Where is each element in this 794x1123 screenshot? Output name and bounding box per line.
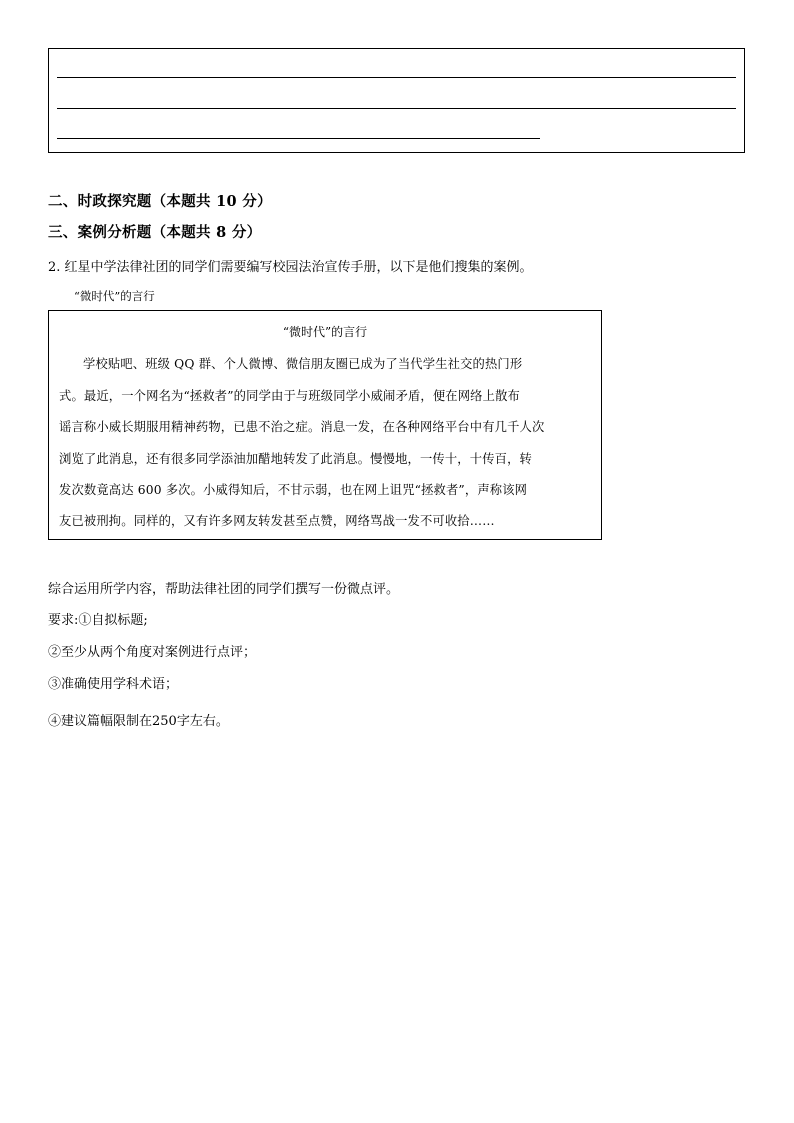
material-line: 友已被刑拘。同样的，又有许多网友转发甚至点赞，网络骂战一发不可收拾……: [59, 514, 495, 528]
answer-line: [57, 77, 736, 78]
material-caption: “微时代”的言行: [74, 289, 155, 303]
material-line: 谣言称小威长期服用精神药物，已患不治之症。消息一发，在各种网络平台中有几千人次: [59, 420, 545, 434]
answer-box: [48, 48, 745, 153]
material-title: “微时代”的言行: [282, 325, 368, 339]
material-line: 式。最近，一个网名为“拯救者”的同学由于与班级同学小威闹矛盾，便在网络上散布: [59, 389, 520, 403]
requirement-2: ②至少从两个角度对案例进行点评；: [48, 645, 257, 660]
answer-line: [57, 108, 736, 109]
task-instruction: 综合运用所学内容，帮助法律社团的同学们撰写一份微点评。: [48, 582, 400, 597]
answer-line: [57, 138, 540, 139]
material-line: 发次数竟高达 600 多次。小威得知后，不甘示弱，也在网上诅咒“拯救者”，声称该网: [59, 483, 528, 497]
requirement-4: ④建议篇幅限制在250字左右。: [48, 714, 229, 729]
requirement-3: ③准确使用学科术语；: [48, 677, 179, 692]
question-stem: 2. 红星中学法律社团的同学们需要编写校园法治宣传手册，以下是他们搜集的案例。: [48, 260, 533, 275]
material-box: [48, 310, 602, 540]
requirement-1: 要求:①自拟标题;: [48, 613, 148, 628]
material-line: 浏览了此消息，还有很多同学添油加醋地转发了此消息。慢慢地，一传十，十传百，转: [59, 452, 532, 466]
section-2-heading: 二、时政探究题（本题共 10 分）: [48, 193, 272, 210]
material-line: 学校贴吧、班级 QQ 群、个人微博、微信朋友圈已成为了当代学生社交的热门形: [83, 357, 523, 371]
section-3-heading: 三、案例分析题（本题共 8 分）: [48, 224, 262, 241]
